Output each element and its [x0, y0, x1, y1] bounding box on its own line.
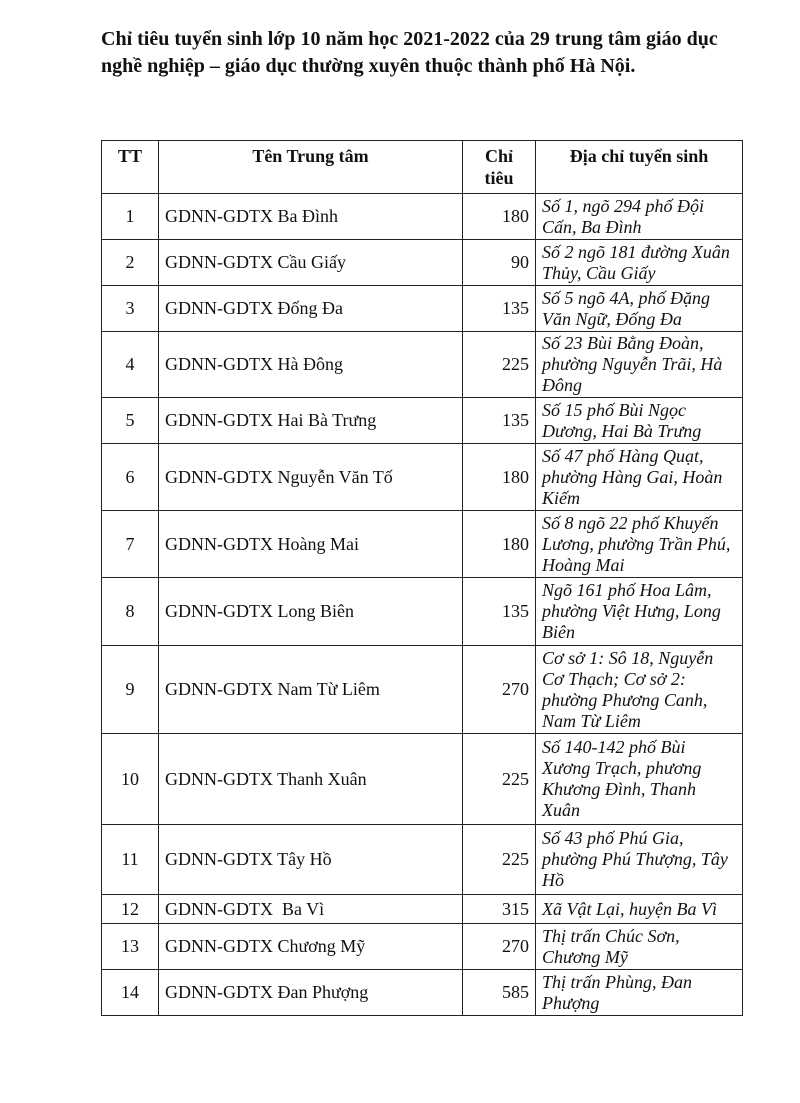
- table-row: [102, 825, 743, 895]
- row-number: 12: [102, 895, 159, 924]
- row-number: 5: [102, 398, 159, 444]
- row-number: 3: [102, 286, 159, 332]
- center-name: GDNN-GDTX Long Biên: [159, 578, 463, 646]
- quota-value: 270: [463, 924, 536, 970]
- address: Số 140-142 phố Bùi Xương Trạch, phương Khương Đình, Thanh Xuân: [536, 734, 743, 825]
- address: Thị trấn Phùng, Đan Phượng: [536, 970, 743, 1016]
- row-number: 6: [102, 444, 159, 511]
- table-row: [102, 895, 743, 924]
- quota-value: 90: [463, 240, 536, 286]
- row-number: 13: [102, 924, 159, 970]
- table-row: [102, 240, 743, 286]
- center-name: GDNN-GDTX Đan Phượng: [159, 970, 463, 1016]
- header-quota: Chỉ tiêu: [463, 141, 536, 194]
- address: Xã Vật Lại, huyện Ba Vì: [536, 895, 743, 924]
- center-name: GDNN-GDTX Chương Mỹ: [159, 924, 463, 970]
- center-name: GDNN-GDTX Hai Bà Trưng: [159, 398, 463, 444]
- address: Cơ sở 1: Sô 18, Nguyễn Cơ Thạch; Cơ sở 2: phường Phương Canh, Nam Từ Liêm: [536, 646, 743, 734]
- center-name: GDNN-GDTX Nam Từ Liêm: [159, 646, 463, 734]
- quota-value: 180: [463, 194, 536, 240]
- table-header-row: [102, 141, 743, 194]
- center-name: GDNN-GDTX Hoàng Mai: [159, 511, 463, 578]
- address: Số 5 ngõ 4A, phố Đặng Văn Ngữ, Đống Đa: [536, 286, 743, 332]
- quota-value: 225: [463, 825, 536, 895]
- quota-value: 225: [463, 332, 536, 398]
- table-row: [102, 734, 743, 825]
- address: Ngõ 161 phố Hoa Lâm, phường Việt Hưng, Long Biên: [536, 578, 743, 646]
- center-name: GDNN-GDTX Cầu Giấy: [159, 240, 463, 286]
- row-number: 11: [102, 825, 159, 895]
- table-row: [102, 444, 743, 511]
- header-tt: TT: [102, 141, 159, 194]
- table-row: [102, 578, 743, 646]
- table-row: [102, 511, 743, 578]
- address: Thị trấn Chúc Sơn, Chương Mỹ: [536, 924, 743, 970]
- quota-value: 180: [463, 511, 536, 578]
- address: Số 23 Bùi Bằng Đoàn, phường Nguyễn Trãi, Hà Đông: [536, 332, 743, 398]
- address: Số 8 ngõ 22 phố Khuyến Lương, phường Trần Phú, Hoàng Mai: [536, 511, 743, 578]
- table-row: [102, 924, 743, 970]
- row-number: 4: [102, 332, 159, 398]
- row-number: 7: [102, 511, 159, 578]
- row-number: 9: [102, 646, 159, 734]
- table-row: [102, 646, 743, 734]
- row-number: 2: [102, 240, 159, 286]
- table-row: [102, 332, 743, 398]
- quota-value: 135: [463, 398, 536, 444]
- center-name: GDNN-GDTX Hà Đông: [159, 332, 463, 398]
- quota-value: 315: [463, 895, 536, 924]
- admission-quota-table: [101, 140, 743, 1016]
- table-row: [102, 194, 743, 240]
- address: Số 47 phố Hàng Quạt, phường Hàng Gai, Hoàn Kiếm: [536, 444, 743, 511]
- address: Số 15 phố Bùi Ngọc Dương, Hai Bà Trưng: [536, 398, 743, 444]
- row-number: 14: [102, 970, 159, 1016]
- address: Số 1, ngõ 294 phố Đội Cấn, Ba Đình: [536, 194, 743, 240]
- table-row: [102, 286, 743, 332]
- address: Số 2 ngõ 181 đường Xuân Thủy, Cầu Giấy: [536, 240, 743, 286]
- center-name: GDNN-GDTX Ba Đình: [159, 194, 463, 240]
- quota-value: 270: [463, 646, 536, 734]
- row-number: 8: [102, 578, 159, 646]
- row-number: 10: [102, 734, 159, 825]
- quota-value: 135: [463, 578, 536, 646]
- table-row: [102, 970, 743, 1016]
- center-name: GDNN-GDTX Tây Hồ: [159, 825, 463, 895]
- header-center-name: Tên Trung tâm: [159, 141, 463, 194]
- row-number: 1: [102, 194, 159, 240]
- quota-value: 225: [463, 734, 536, 825]
- table-row: [102, 398, 743, 444]
- center-name: GDNN-GDTX Đống Đa: [159, 286, 463, 332]
- center-name: GDNN-GDTX Ba Vì: [159, 895, 463, 924]
- header-address: Địa chỉ tuyển sinh: [536, 141, 743, 194]
- center-name: GDNN-GDTX Thanh Xuân: [159, 734, 463, 825]
- center-name: GDNN-GDTX Nguyễn Văn Tố: [159, 444, 463, 511]
- quota-value: 585: [463, 970, 536, 1016]
- address: Số 43 phố Phú Gia, phường Phú Thượng, Tây Hồ: [536, 825, 743, 895]
- document-title: Chỉ tiêu tuyển sinh lớp 10 năm học 2021-2022 của 29 trung tâm giáo dục nghề nghiệp – giáo dục thường xuyên thuộc thành phố Hà Nội.: [101, 28, 718, 77]
- quota-value: 135: [463, 286, 536, 332]
- quota-value: 180: [463, 444, 536, 511]
